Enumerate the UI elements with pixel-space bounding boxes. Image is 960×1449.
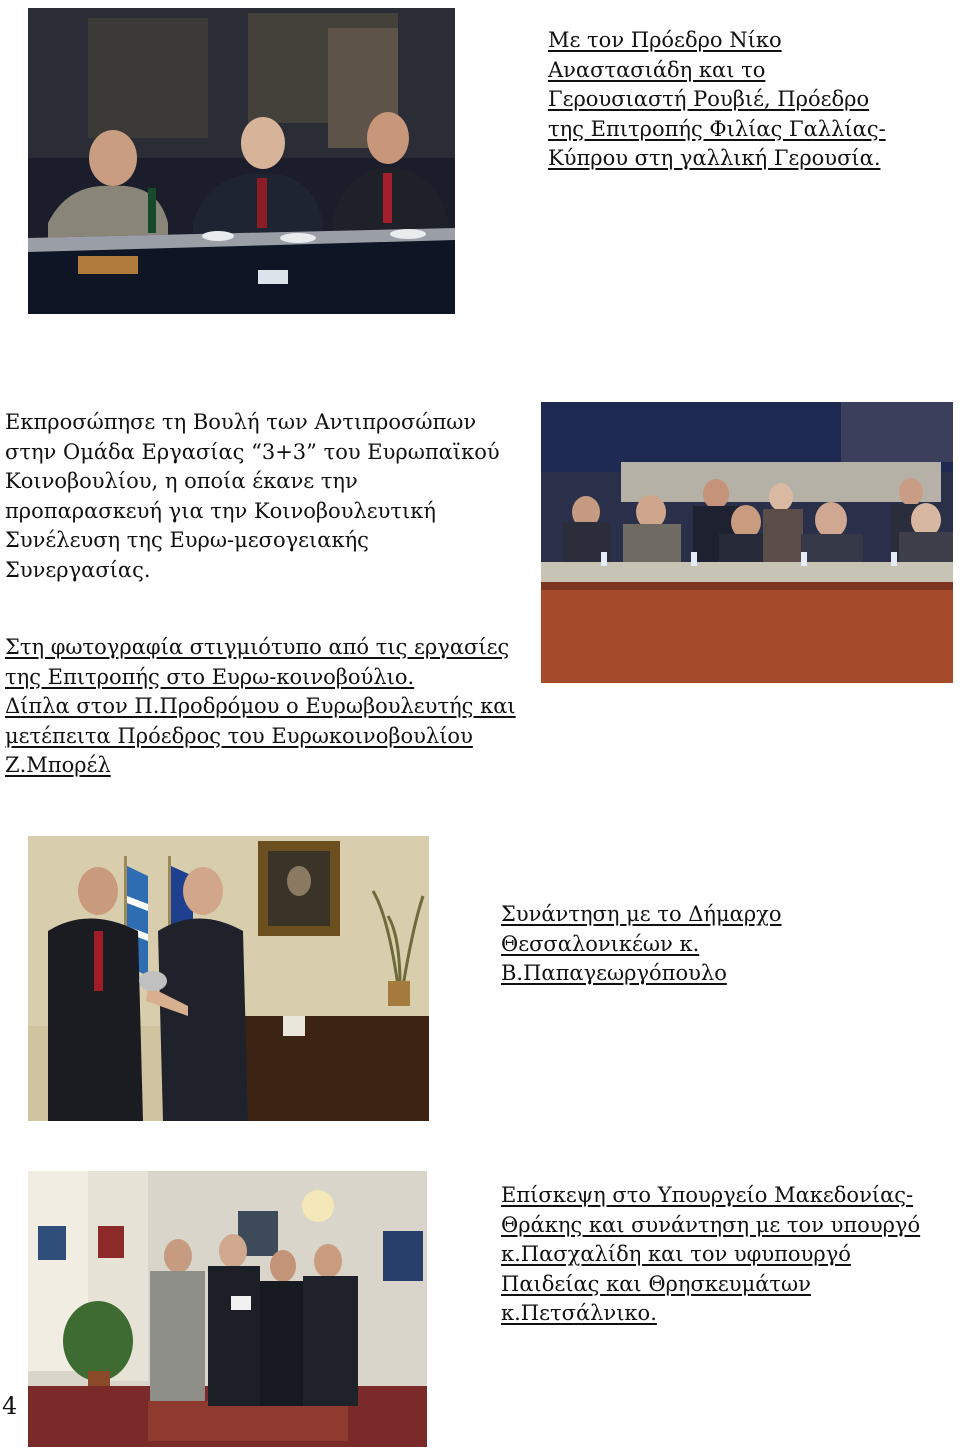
caption-line: Συνεργασίας. (5, 557, 151, 582)
caption-euro-intro (5, 408, 500, 585)
caption-line: Θεσσαλονικέων κ. (501, 931, 700, 956)
caption-euro-photo (5, 633, 516, 781)
caption-line: Θράκης και συνάντηση με τον υπουργό (501, 1212, 921, 1237)
caption-line: Εκπροσώπησε τη Βουλή των Αντιπροσώπων (5, 410, 477, 434)
caption-line: Στη φωτογραφία στιγμιότυπο από τις εργασίες (5, 635, 510, 659)
caption-line: Συνάντηση με το Δήμαρχο (501, 902, 782, 926)
photo-ministry-visit (28, 1171, 427, 1447)
caption-line: Κύπρου στη γαλλική Γερουσία. (548, 146, 881, 170)
caption-line: Β.Παπαγεωργόπουλο (501, 961, 727, 985)
caption-senate (548, 26, 886, 174)
photo-mayor-meeting (28, 836, 429, 1121)
caption-line: Με τον Πρόεδρο Νίκο (548, 28, 782, 52)
caption-line: στην Ομάδα Εργασίας “3+3” του Ευρωπαϊκού (5, 439, 500, 464)
caption-line: προπαρασκευή για την Κοινοβουλευτική (5, 498, 436, 523)
caption-line: της Επιτροπής στο Ευρω-κοινοβούλιο. (5, 664, 415, 689)
caption-line: Δίπλα στον Π.Προδρόμου ο Ευρωβουλευτής και (5, 694, 516, 718)
caption-line: κ.Πασχαλίδη και τον υφυπουργό (501, 1242, 851, 1266)
photo-senate-dinner (28, 8, 455, 314)
caption-line: Ζ.Μπορέλ (5, 753, 111, 777)
caption-line: Αναστασιάδη και το (548, 57, 766, 82)
caption-line: Παιδείας και Θρησκευμάτων (501, 1271, 811, 1296)
photo-european-parliament (541, 402, 953, 683)
caption-mayor (501, 900, 782, 989)
caption-line: Συνέλευση της Ευρω-μεσογειακής (5, 528, 369, 552)
caption-line: της Επιτροπής Φιλίας Γαλλίας- (548, 116, 886, 141)
caption-line: μετέπειτα Πρόεδρος του Ευρωκοινοβουλίου (5, 723, 473, 748)
caption-line: κ.Πετσάλνικο. (501, 1301, 657, 1325)
caption-line: Γερουσιαστή Ρουβιέ, Πρόεδρο (548, 87, 870, 111)
caption-line: Επίσκεψη στο Υπουργείο Μακεδονίας- (501, 1183, 914, 1207)
caption-line: Κοινοβουλίου, η οποία έκανε την (5, 469, 358, 493)
page-number: 4 (2, 1392, 18, 1420)
caption-ministry (501, 1181, 920, 1329)
